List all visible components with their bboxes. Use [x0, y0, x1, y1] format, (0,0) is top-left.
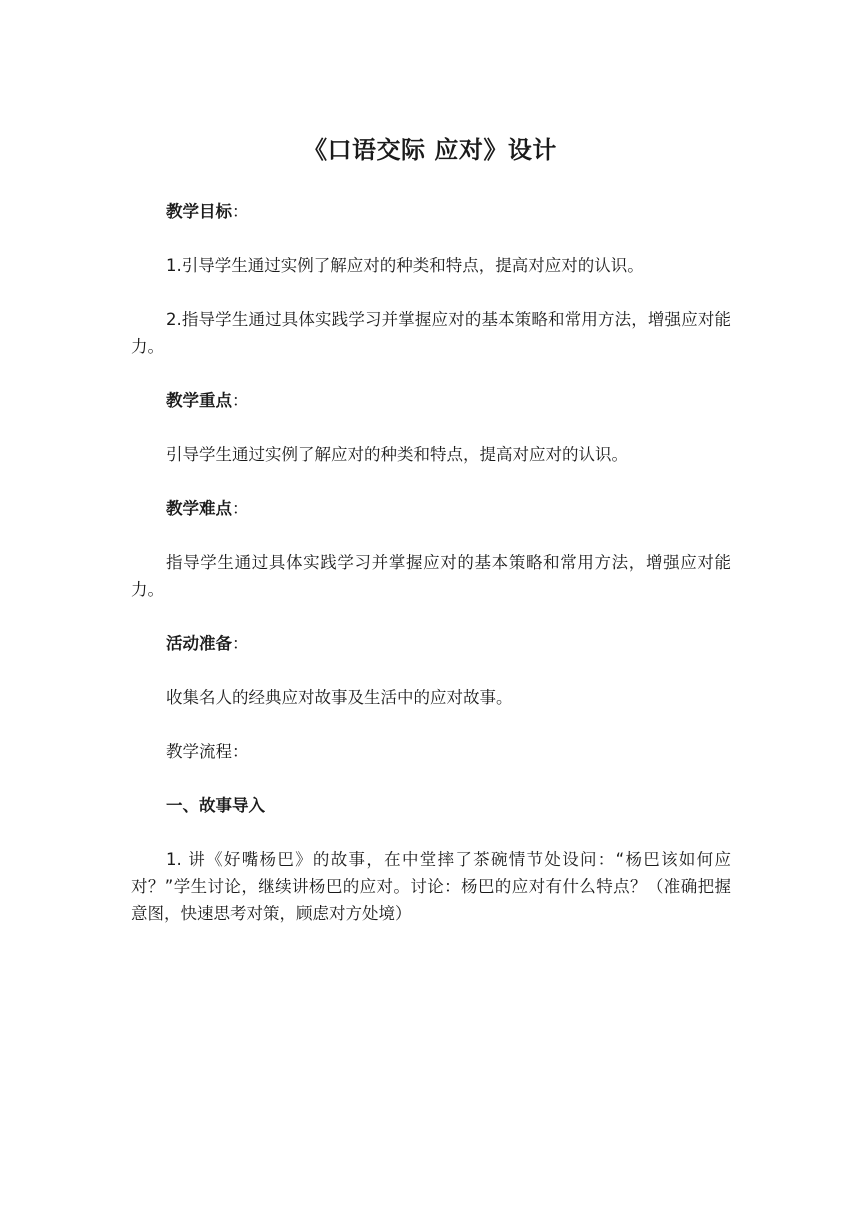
preparation-text: 收集名人的经典应对故事及生活中的应对故事。 — [166, 688, 513, 707]
difficulty-text: 指导学生通过具体实践学习并掌握应对的基本策略和常用方法，增强应对能力。 — [131, 553, 731, 599]
colon: ： — [232, 499, 249, 518]
preparation-heading — [131, 630, 731, 657]
colon: ： — [232, 391, 249, 410]
step-1-item-1: 1. 讲《好嘴杨巴》的故事，在中堂摔了茶碗情节处设问：“杨巴该如何应对？”学生讨论，继续讲杨巴的应对。讨论：杨巴的应对有什么特点？（准确把握意图，快速思考对策，顾虑对方处境） — [131, 850, 731, 923]
document-title: 《口语交际 应对》设计 — [303, 136, 557, 164]
key-point-text: 引导学生通过实例了解应对的种类和特点，提高对应对的认识。 — [166, 445, 628, 464]
preparation-heading-label: 活动准备 — [166, 634, 232, 653]
objective-1: 1.引导学生通过实例了解应对的种类和特点，提高对应对的认识。 — [166, 256, 644, 275]
difficulty-heading — [131, 495, 731, 522]
step-1-heading: 一、故事导入 — [166, 796, 265, 815]
process-heading: 教学流程： — [166, 742, 249, 761]
document-body — [131, 198, 731, 954]
key-point-heading-label: 教学重点 — [166, 391, 232, 410]
objective-2: 2.指导学生通过具体实践学习并掌握应对的基本策略和常用方法，增强应对能力。 — [131, 310, 731, 356]
objectives-heading-label: 教学目标 — [166, 202, 232, 221]
colon: ： — [232, 202, 249, 221]
colon: ： — [232, 634, 249, 653]
objectives-heading — [131, 198, 731, 225]
key-point-heading — [131, 387, 731, 414]
difficulty-heading-label: 教学难点 — [166, 499, 232, 518]
